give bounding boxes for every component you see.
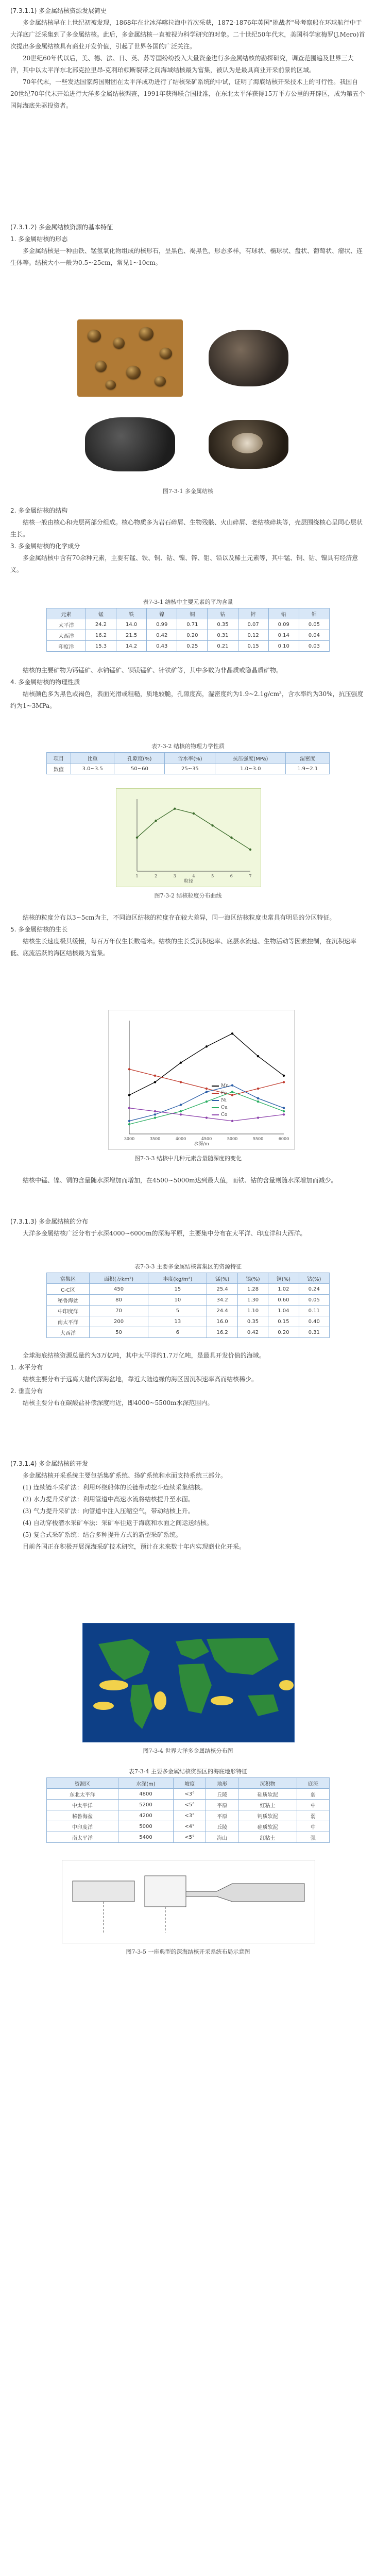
data-point [128, 1107, 130, 1109]
table-row [47, 1821, 330, 1832]
table-cell: 0.15 [238, 641, 268, 652]
legend-swatch [212, 1093, 219, 1094]
table-cell: <3° [174, 1789, 206, 1800]
world-map [82, 1623, 295, 1742]
x-tick-label: 7 [249, 874, 252, 878]
data-point [180, 1062, 182, 1064]
table-row [47, 619, 330, 630]
table-cell: 强 [297, 1832, 329, 1843]
table-cell: 中 [297, 1800, 329, 1810]
table-header-cell: 坡度 [174, 1778, 206, 1789]
table-cell: 弱 [297, 1810, 329, 1821]
table-cell: C-C区 [47, 1284, 90, 1295]
table-cell: 红粘土 [238, 1800, 297, 1810]
chart-2-legend [212, 1082, 284, 1118]
data-point [257, 1055, 259, 1057]
table-cell: 0.35 [208, 619, 238, 630]
table-cell: 34.2 [207, 1295, 237, 1306]
x-tick-label: 6000 [278, 1137, 289, 1141]
table-cell: 海山 [206, 1832, 238, 1843]
table-row [47, 764, 330, 774]
paragraph: 结核的粒度分布以3~5cm为主，不同海区结核的粒度存在较大差异，同一海区结核粒度也常具有明显的分区特征。 [23, 914, 336, 921]
section-4 [10, 1458, 366, 1553]
table-header-cell: 镍(%) [237, 1273, 268, 1284]
table-header-cell: 铜 [177, 608, 208, 619]
nodule-photo-2 [198, 319, 299, 397]
table-header-cell: 铁 [116, 608, 147, 619]
table-cell: 0.05 [299, 619, 329, 630]
table-cell: 0.35 [237, 1316, 268, 1327]
x-tick-label: 4000 [175, 1137, 186, 1141]
table-cell: 1.9~2.1 [286, 764, 330, 774]
paragraph: 结核生长速度极其缓慢，每百万年仅生长数毫米。结核的生长受沉积速率、底层水流速、生物活动等因素控制，在沉积速率低、底流活跃的海区结核最为富集。 [10, 938, 357, 957]
table-cell: <5° [174, 1800, 206, 1810]
table-2 [46, 752, 330, 774]
table-cell: 硅质软泥 [238, 1789, 297, 1800]
nodule-photo-1 [77, 319, 183, 397]
table-cell: 14.0 [116, 619, 147, 630]
table-row [47, 1295, 330, 1306]
table-cell: 红粘土 [238, 1832, 297, 1843]
x-tick-label: 2 [155, 874, 158, 878]
table-row [47, 630, 330, 641]
subsection-heading: 5. 多金属结核的生长 [10, 926, 68, 933]
section-1 [10, 5, 366, 112]
data-point [174, 807, 176, 809]
list-item: (1) 连续链斗采矿法：利用环绕船体的长链带动挖斗连续采集结核。 [23, 1484, 207, 1491]
table-row [47, 1789, 330, 1800]
paragraph: 结核的主要矿物为钙锰矿、水钠锰矿、钡镁锰矿、针铁矿等，其中多数为非晶质或隐晶质矿物。 [23, 667, 283, 674]
nodule-area [99, 1680, 128, 1690]
table-cell: 50 [89, 1327, 148, 1338]
table-cell: 1.02 [268, 1284, 299, 1295]
table-cell: 4800 [118, 1789, 173, 1800]
table-cell: 70 [89, 1306, 148, 1316]
continent-asia [207, 1638, 279, 1675]
figure-caption: 图7-3-5 一座典型的深海结核开采系统布局示意图 [126, 1948, 250, 1955]
table-1 [46, 608, 330, 652]
subsection-heading: 1. 多金属结核的形态 [10, 235, 68, 243]
table-cell: 16.2 [207, 1327, 237, 1338]
table-cell: 丘陵 [206, 1789, 238, 1800]
data-point [193, 812, 195, 815]
data-point [206, 1100, 208, 1103]
paragraph: 结核颜色多为黑色或褐色，表面光滑或粗糙，质地较脆，孔隙度高，湿密度约为1.9~2.1g/cm³，含水率约为30%，抗压强度约为1~3MPa。 [10, 690, 364, 709]
data-point [206, 1091, 208, 1093]
table-cell: 0.11 [299, 1306, 329, 1316]
legend-item [212, 1090, 284, 1097]
section-2-body [10, 505, 366, 576]
figure-caption: 图7-3-1 多金属结核 [163, 488, 213, 495]
x-tick-label: 5500 [252, 1137, 264, 1141]
section-3-body [10, 1350, 366, 1409]
table-row [47, 1306, 330, 1316]
paragraph: 多金属结核中含有70余种元素，主要有锰、铁、铜、钴、镍、锌、钼、铅以及稀土元素等，其中锰、铜、钴、镍具有经济意义。 [10, 554, 358, 573]
data-point [128, 1120, 130, 1122]
data-point [154, 1081, 156, 1083]
table-header-cell: 富集区 [47, 1273, 90, 1284]
table-4 [46, 1777, 330, 1843]
table-header-cell: 底流 [297, 1778, 329, 1789]
table-header-cell: 锰 [86, 608, 116, 619]
table-cell: <5° [174, 1832, 206, 1843]
table-header-cell: 钴(%) [299, 1273, 329, 1284]
list-item: (2) 水力提升采矿法：利用管道中高速水流将结核提升至水面。 [23, 1496, 194, 1503]
figure-caption: 图7-3-2 结核粒度分布曲线 [154, 892, 222, 899]
table-cell: 丘陵 [206, 1821, 238, 1832]
table-cell: 太平洋 [47, 619, 86, 630]
x-tick-label: 5000 [227, 1137, 238, 1141]
data-point [283, 1075, 285, 1077]
table-header-cell: 钴 [208, 608, 238, 619]
table-header-cell: 沉积物 [238, 1778, 297, 1789]
table-cell: 15.3 [86, 641, 116, 652]
chart-1 [116, 788, 261, 887]
continent-north-america [98, 1639, 150, 1680]
collector [186, 1884, 304, 1902]
table-header-cell: 丰度(kg/m²) [148, 1273, 207, 1284]
mining-system-diagram [62, 1860, 315, 1943]
data-point [180, 1081, 182, 1083]
data-point [231, 1032, 233, 1035]
table-cell: 平原 [206, 1800, 238, 1810]
table-3 [46, 1273, 330, 1338]
table-cell: 1.04 [268, 1306, 299, 1316]
section-3 [10, 1216, 366, 1240]
table-row [47, 1327, 330, 1338]
data-point [206, 1088, 208, 1090]
table-cell: 16.0 [207, 1316, 237, 1327]
table-header-cell: 孔隙度(%) [114, 753, 165, 764]
ship [73, 1881, 134, 1902]
nodule-photo-4 [198, 404, 299, 482]
lift-unit [145, 1876, 186, 1907]
section-heading: (7.3.1.3) 多金属结核的分布 [10, 1218, 89, 1225]
table-header-cell: 抗压强度(MPa) [215, 753, 286, 764]
table-cell: 南太平洋 [47, 1832, 118, 1843]
table-cell: 3.0~3.5 [71, 764, 114, 774]
table-cell: 弱 [297, 1789, 329, 1800]
x-tick-label: 6 [230, 874, 233, 878]
data-point [230, 836, 232, 838]
table-cell: 0.99 [147, 619, 177, 630]
x-tick-label: 3500 [149, 1137, 161, 1141]
table-cell: 秘鲁海盆 [47, 1295, 90, 1306]
table-cell: 数值 [47, 764, 71, 774]
table-cell: 50~60 [114, 764, 165, 774]
table-cell: 15 [148, 1284, 207, 1295]
data-point [154, 1110, 156, 1112]
paragraph: 结核主要分布于远离大陆的深海盆地，靠近大陆边缘的海区因沉积速率高而结核稀少。 [23, 1376, 258, 1383]
section-heading: (7.3.1.2) 多金属结核资源的基本特征 [10, 224, 113, 231]
data-point [231, 1120, 233, 1122]
table-cell: 6 [148, 1327, 207, 1338]
data-point [154, 1113, 156, 1115]
table-cell: 0.12 [238, 630, 268, 641]
series-line [137, 809, 250, 850]
table-cell: 0.15 [268, 1316, 299, 1327]
data-point [154, 1075, 156, 1077]
table-cell: 5000 [118, 1821, 173, 1832]
legend-item [212, 1104, 284, 1111]
table-cell: 中 [297, 1821, 329, 1832]
data-point [128, 1094, 130, 1096]
legend-swatch [212, 1107, 219, 1108]
table-cell: 0.09 [268, 619, 299, 630]
table-header-cell: 地形 [206, 1778, 238, 1789]
chart-2 [108, 1010, 295, 1150]
table-cell: 24.4 [207, 1306, 237, 1316]
table-cell: 200 [89, 1316, 148, 1327]
table-cell: 5 [148, 1306, 207, 1316]
paragraph: 结核主要分布在碳酸盐补偿深度附近，即4000~5500m水深范围内。 [23, 1399, 214, 1406]
table-cell: 平原 [206, 1810, 238, 1821]
x-tick-label: 3000 [124, 1137, 135, 1141]
table-header-cell: 水深(m) [118, 1778, 173, 1789]
table-cell: 大西洋 [47, 630, 86, 641]
table-caption: 表7-3-2 结核的物理力学性质 [151, 743, 225, 750]
table-cell: 0.43 [147, 641, 177, 652]
table-cell: 中印度洋 [47, 1821, 118, 1832]
figure-caption: 图7-3-3 结核中几种元素含量随深度的变化 [134, 1155, 242, 1162]
paragraph: 目前各国正在积极开展深海采矿技术研究，预计在未来数十年内实现商业化开采。 [23, 1543, 246, 1550]
section-2-body-3 [10, 912, 366, 959]
paragraph: 多金属结核开采系统主要包括集矿系统、扬矿系统和水面支持系统三部分。 [23, 1472, 227, 1479]
table-cell: 1.0~3.0 [215, 764, 286, 774]
table-caption: 表7-3-1 结核中主要元素的平均含量 [143, 599, 233, 605]
chart-2-svg [109, 1010, 294, 1149]
subsection-heading: 2. 垂直分布 [10, 1387, 43, 1395]
table-cell: 0.31 [208, 630, 238, 641]
continent-south-america [130, 1684, 152, 1729]
table-cell: 5400 [118, 1832, 173, 1843]
table-header-cell: 铜(%) [268, 1273, 299, 1284]
paragraph: 结核中锰、镍、铜的含量随水深增加而增加，在4500~5000m达到最大值，而铁、钴的含量则随水深增加而减少。 [23, 1177, 337, 1184]
paragraph: 多金属结核是一种由铁、锰氢氧化物组成的核形石，呈黑色、褐黑色，形态多样，有球状、椭球状、盘状、葡萄状、瘤状、连生体等。结核大小一般为0.5~25cm，常见1~10cm。 [10, 247, 363, 266]
table-cell: 14.2 [116, 641, 147, 652]
table-caption: 表7-3-4 主要多金属结核资源区的海底地形特征 [129, 1768, 247, 1775]
subsection-heading: 3. 多金属结核的化学成分 [10, 543, 80, 550]
table-cell: 16.2 [86, 630, 116, 641]
table-cell: 秘鲁海盆 [47, 1810, 118, 1821]
paragraph: 多金属结核早在上世纪初被发现，1868年在北冰洋喀拉海中首次采获，1872-1876年英国"挑战者"号考察船在环球航行中于大洋底广泛采集到了多金属结核。此后，多金属结核一直被视为科学研究的对象。二十世纪50年代末，美国科学家梅罗(J.Mero)首次提出多金属结核具有商业开发价值，引起了世界各国的广泛关注。 [10, 19, 365, 50]
table-cell: 25.4 [207, 1284, 237, 1295]
table-row [47, 641, 330, 652]
paragraph: 70年代末，一些发达国家跨国财团在太平洋成功进行了结核采矿系统的中试，证明了海底结核开采技术上的可行性。我国自20世纪70年代末开始进行大洋多金属结核调查，1991年获得联合国批准，在东北太平洋获得15万平方公里的开辟区，成为第五个国际海底先驱投资者。 [10, 78, 365, 109]
table-header-cell: 面积(万km²) [89, 1273, 148, 1284]
table-cell: 大西洋 [47, 1327, 90, 1338]
nodule-area [211, 1696, 233, 1705]
table-cell: 0.03 [299, 641, 329, 652]
table-row [47, 1316, 330, 1327]
table-cell: 10 [148, 1295, 207, 1306]
subsection-heading: 4. 多金属结核的物理性质 [10, 679, 80, 686]
table-cell: 钙质软泥 [238, 1810, 297, 1821]
mining-system-svg [62, 1860, 315, 1943]
section-2-body-4 [10, 1175, 366, 1187]
list-item: (5) 复合式采矿系统：结合多种提升方式的新型采矿系统。 [23, 1531, 182, 1538]
section-heading: (7.3.1.1) 多金属结核资源发展简史 [10, 7, 107, 14]
data-point [154, 1116, 156, 1118]
table-cell: 450 [89, 1284, 148, 1295]
legend-item [212, 1111, 284, 1118]
legend-label: Cu [221, 1105, 228, 1110]
chart-2-axis-label: 水深/m [194, 1142, 209, 1147]
paragraph: 结核一般由核心和壳层两部分组成。核心物质多为岩石碎屑、生物残骸、火山碎屑、老结核碎块等，壳层围绕核心呈同心层状生长。 [10, 519, 363, 538]
x-tick-label: 1 [135, 874, 139, 878]
legend-label: Mn [221, 1083, 229, 1089]
table-caption: 表7-3-3 主要多金属结核富集区的资源特征 [134, 1263, 242, 1270]
table-header-cell: 铅 [268, 608, 299, 619]
table-cell: 1.30 [237, 1295, 268, 1306]
table-cell: <3° [174, 1810, 206, 1821]
table-header-cell: 含水率(%) [165, 753, 215, 764]
paragraph: 全球海底结核资源总量约为3万亿吨，其中太平洋约1.7万亿吨，是最具开发价值的海域。 [23, 1352, 265, 1359]
table-cell: 0.10 [268, 641, 299, 652]
table-cell: 1.28 [237, 1284, 268, 1295]
table-row [47, 1810, 330, 1821]
list-item: (4) 自动穿梭潜水采矿车法：采矿车往返于海底和水面之间运送结核。 [23, 1519, 213, 1527]
chart-1-svg [116, 789, 261, 887]
table-cell: 0.60 [268, 1295, 299, 1306]
table-header-cell: 项目 [47, 753, 71, 764]
table-header-cell: 元素 [47, 608, 86, 619]
x-tick-label: 3 [173, 874, 176, 878]
nodule-area [154, 1691, 166, 1710]
table-row [47, 1800, 330, 1810]
table-row [47, 1832, 330, 1843]
table-cell: <4° [174, 1821, 206, 1832]
x-tick-label: 4 [192, 874, 195, 878]
legend-swatch [212, 1100, 219, 1101]
table-header-cell: 镍 [147, 608, 177, 619]
method-list [10, 1482, 366, 1541]
nodule-area [279, 1680, 294, 1690]
continent-europe [176, 1639, 209, 1659]
table-cell: 80 [89, 1295, 148, 1306]
table-cell: 0.14 [268, 630, 299, 641]
data-point [180, 1104, 182, 1106]
data-point [155, 820, 157, 822]
table-header-cell: 锰(%) [207, 1273, 237, 1284]
table-cell: 0.20 [177, 630, 208, 641]
data-point [249, 849, 251, 851]
figure-caption: 图7-3-4 世界大洋多金属结核分布图 [143, 1748, 233, 1754]
x-tick-label: 5 [211, 874, 214, 878]
table-cell: 中太平洋 [47, 1800, 118, 1810]
table-cell: 东北太平洋 [47, 1789, 118, 1800]
table-header-cell: 资源区 [47, 1778, 118, 1789]
data-point [180, 1113, 182, 1115]
data-point [211, 824, 213, 826]
nodule-area [93, 1702, 114, 1710]
paragraph: 大洋多金属结核广泛分布于水深4000~6000m的深海平原，主要集中分布在太平洋、印度洋和大西洋。 [23, 1230, 306, 1237]
table-cell: 0.05 [299, 1295, 329, 1306]
legend-label: Ni [221, 1098, 227, 1103]
world-map-svg [83, 1623, 294, 1742]
table-cell: 印度洋 [47, 641, 86, 652]
table-cell: 硅质软泥 [238, 1821, 297, 1832]
table-cell: 13 [148, 1316, 207, 1327]
table-cell: 0.71 [177, 619, 208, 630]
section-heading: (7.3.1.4) 多金属结核的开发 [10, 1460, 89, 1467]
table-cell: 24.2 [86, 619, 116, 630]
table-cell: 0.24 [299, 1284, 329, 1295]
table-cell: 21.5 [116, 630, 147, 641]
legend-label: Co [221, 1112, 228, 1117]
paragraph: 20世纪60年代以后，美、德、法、日、英、苏等国纷纷投入大量资金进行多金属结核的勘探研究，调查范围遍及世界三大洋，其中以太平洋东北部克拉里昂-克利珀顿断裂带之间海域结核最为富集，被认为是最具商业开采前景的区域。 [10, 55, 354, 74]
table-cell: 南太平洋 [47, 1316, 90, 1327]
table-cell: 0.25 [177, 641, 208, 652]
legend-item [212, 1097, 284, 1104]
table-cell: 4200 [118, 1810, 173, 1821]
data-point [206, 1045, 208, 1047]
table-cell: 0.42 [147, 630, 177, 641]
table-cell: 1.10 [237, 1306, 268, 1316]
table-cell: 0.04 [299, 630, 329, 641]
table-header-cell: 湿密度 [286, 753, 330, 764]
list-item: (3) 气力提升采矿法：向管道中注入压缩空气，带动结核上升。 [23, 1507, 194, 1515]
table-cell: 0.40 [299, 1316, 329, 1327]
data-point [136, 836, 138, 838]
legend-item [212, 1082, 284, 1090]
section-2 [10, 222, 366, 269]
table-cell: 中印度洋 [47, 1306, 90, 1316]
chart-1-axis-label: 粒径 [183, 879, 193, 884]
continent-africa [178, 1664, 212, 1714]
table-cell: 0.20 [268, 1327, 299, 1338]
table-cell: 5200 [118, 1800, 173, 1810]
nodule-photo-3 [77, 404, 183, 482]
legend-swatch [212, 1114, 219, 1115]
table-header-cell: 锌 [238, 608, 268, 619]
table-cell: 25~35 [165, 764, 215, 774]
table-cell: 0.42 [237, 1327, 268, 1338]
x-tick-label: 4500 [201, 1137, 212, 1141]
data-point [206, 1116, 208, 1118]
data-point [128, 1123, 130, 1125]
subsection-heading: 1. 水平分布 [10, 1364, 43, 1371]
table-header-cell: 比重 [71, 753, 114, 764]
table-cell: 0.21 [208, 641, 238, 652]
section-2-body-2 [10, 665, 366, 712]
continent-australia [248, 1694, 279, 1716]
table-cell: 0.07 [238, 619, 268, 630]
table-row [47, 1284, 330, 1295]
data-point [128, 1068, 130, 1070]
legend-swatch [212, 1086, 219, 1087]
table-header-cell: 钼 [299, 608, 329, 619]
data-point [180, 1110, 182, 1112]
subsection-heading: 2. 多金属结核的结构 [10, 507, 68, 514]
table-cell: 0.31 [299, 1327, 329, 1338]
legend-label: Fe [221, 1091, 227, 1096]
